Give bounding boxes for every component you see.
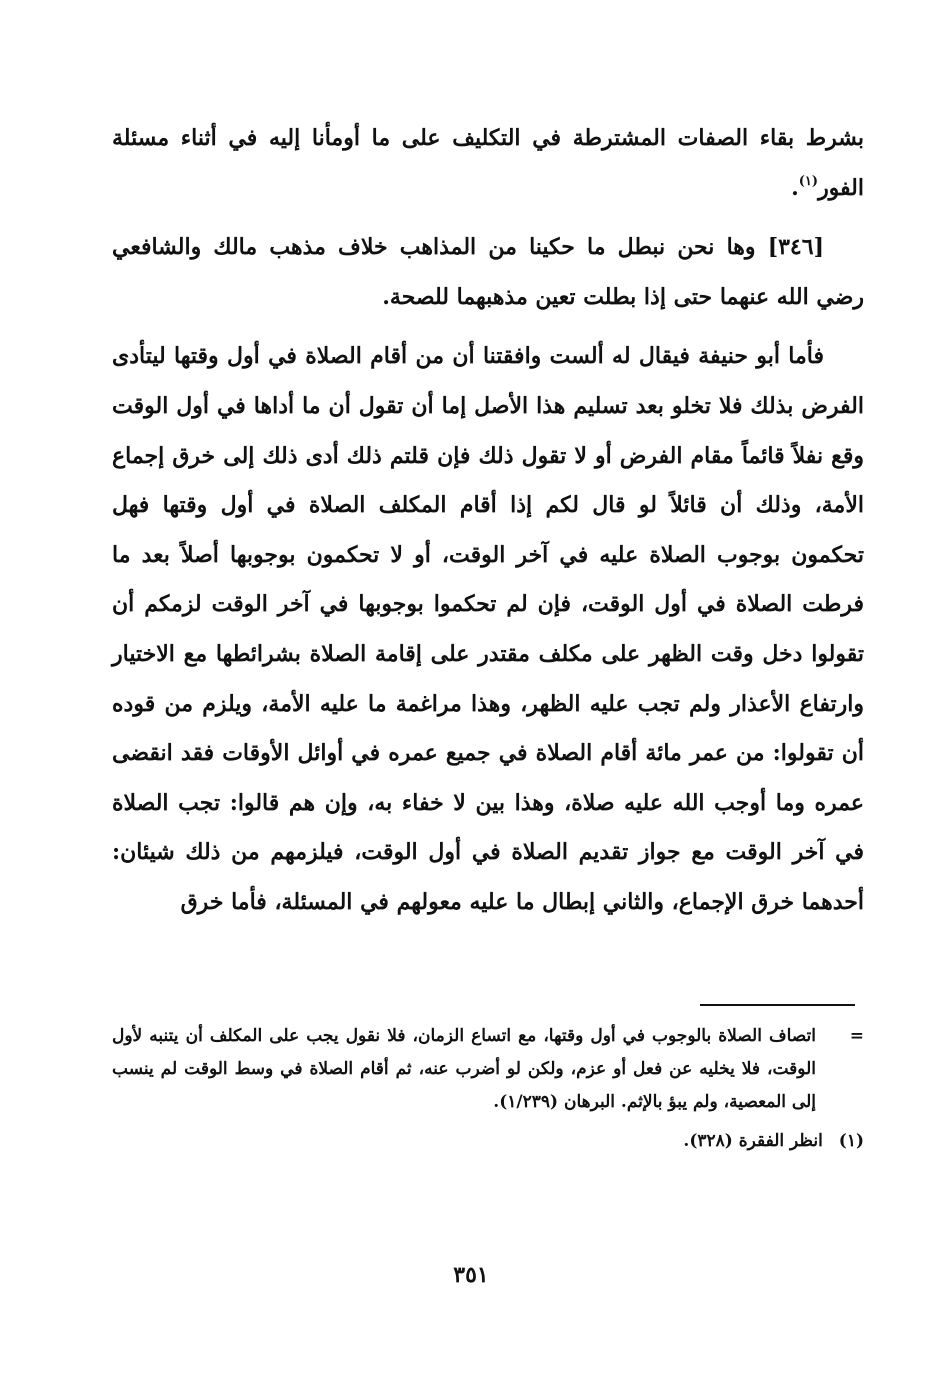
paragraph-end-mark: . bbox=[791, 174, 799, 201]
paragraph-text: بشرط بقاء الصفات المشترطة في التكليف على ما أومأنا إليه في أثناء مسئلة الفور bbox=[112, 125, 864, 201]
page-number: ٣٥١ bbox=[453, 1262, 489, 1288]
main-text-block bbox=[112, 114, 864, 928]
paragraph-text: وها نحن نبطل ما حكينا من المذاهب خلاف مذهب مالك والشافعي رضي الله عنهما حتى إذا بطلت تعين مذهبهما للصحة. bbox=[112, 234, 864, 310]
paragraph-continuation bbox=[112, 114, 864, 213]
footnote-reference: (١) bbox=[798, 173, 819, 189]
footnotes-block bbox=[112, 1020, 864, 1158]
continuation-mark: = bbox=[849, 1026, 864, 1046]
footnote-continuation bbox=[112, 1020, 864, 1119]
paragraph-346 bbox=[112, 223, 864, 322]
footnote-text: انظر الفقرة (٣٢٨). bbox=[683, 1131, 823, 1151]
paragraph-text: فأما أبو حنيفة فيقال له ألست وافقتنا أن من أقام الصلاة في أول وقتها ليتأدى الفرض بذلك فلا تخلو بعد تسليم هذا الأصل إما أن تقول أن ما أداها في أول الوقت وقع نفلاً قائماً مقام الفرض أو لا تقول ذلك فإن قلتم ذلك أدى ذلك إلى خرق إجماع الأمة، وذلك أن قائلاً لو قال لكم إذا أقام المكلف الصلاة في أول وقتها فهل تحكمون بوجوب الصلاة عليه في آخر الوقت، أو لا تحكمون بوجوبها أصلاً بعد ما فرطت الصلاة في أول الوقت، فإن لم تحكموا بوجوبها في آخر الوقت لزمكم أن تقولوا دخل وقت الظهر على مكلف مقتدر على إقامة الصلاة بشرائطها مع الاختيار وارتفاع الأعذار ولم تجب عليه الظهر، وهذا مراغمة ما عليه الأمة، ويلزم من قوده أن تقولوا: من عمر مائة أقام الصلاة في جميع عمره في أوائل الأوقات فقد انقضى عمره وما أوجب الله عليه صلاة، وهذا بين لا خفاء به، وإن هم قالوا: تجب الصلاة في آخر الوقت مع جواز تقديم الصلاة في أول الوقت، فيلزمهم من ذلك شيئان: أحدهما خرق الإجماع، والثاني إبطال ما عليه معولهم في المسئلة، فأما خرق bbox=[112, 343, 864, 915]
paragraph-abu-hanifa bbox=[112, 332, 864, 927]
footnote-number: (١) bbox=[838, 1131, 864, 1151]
paragraph-number: [٣٤٦] bbox=[767, 234, 824, 261]
footnote-separator bbox=[700, 1004, 855, 1006]
footnote-text: اتصاف الصلاة بالوجوب في أول وقتها، مع اتساع الزمان، فلا نقول يجب على المكلف أن يتنبه لأول الوقت، فلا يخليه عن فعل أو عزم، ولكن لو أضرب عنه، ثم أقام الصلاة في وسط الوقت لم ينسب إلى المعصية، ولم يبؤ بالإثم. البرهان (١/٢٣٩). bbox=[112, 1026, 816, 1112]
footnote-1 bbox=[112, 1125, 864, 1158]
